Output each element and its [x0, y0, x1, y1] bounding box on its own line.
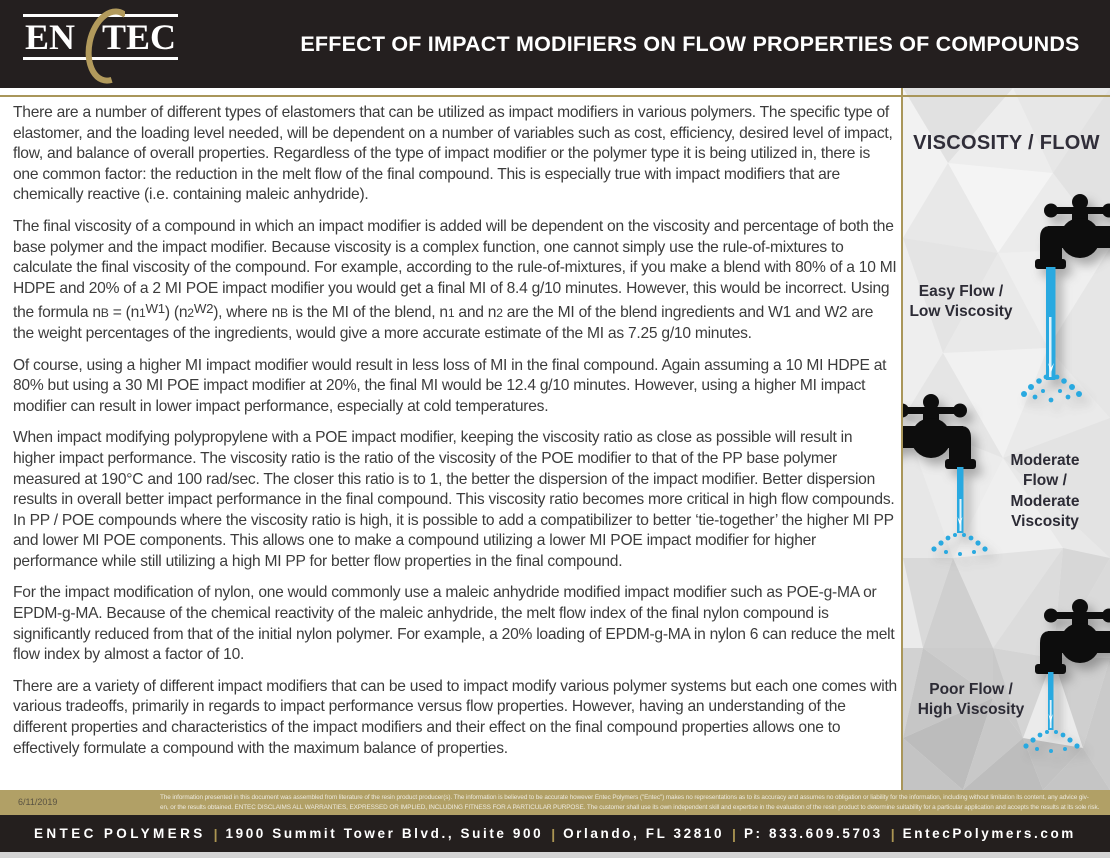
p2-subscript: 2 [187, 306, 194, 321]
p2-subscript: 1 [139, 306, 146, 321]
header-bar [0, 0, 1110, 88]
p2-subscript: 2 [496, 306, 503, 321]
footer-separator: | [732, 825, 736, 842]
page-title: EFFECT OF IMPACT MODIFIERS ON FLOW PROPERTIES OF COMPOUNDS [300, 31, 1080, 56]
footer-website-link[interactable]: EntecPolymers.com [902, 826, 1076, 841]
p2-text: The final viscosity of a compound in which an impact modifier is added will be dependent on the viscosity and percentage of both the base polymer and the impact modifier. Because viscosity is a complex function, one cannot simply use the rule-of-mixtures to calculate the final viscosity of the compound. For example, according to the rule-of-mixtures, if you make a blend with 80% of a 10 MI HDPE and 20% of a 2 MI POE impact modifier you would get a final MI of 8.4 g/10 minutes. However, this would be incorrect. Using the formula n [13, 217, 897, 322]
p2-superscript: W2 [193, 301, 214, 317]
faucet-poor-flow-icon [1018, 596, 1110, 761]
sidebar-heading: VISCOSITY / FLOW [913, 132, 1100, 154]
p2-text: are the MI of the blend ingredients and W1 and W2 are the weight percentages of the ingredients, would give a more accurate estimate of the MI as 7.25 g/10 minutes. [13, 304, 874, 342]
footer-city: Orlando, FL 32810 [563, 826, 725, 841]
p2-subscript: B [100, 306, 109, 321]
poor-flow-label: Poor Flow / High Viscosity [917, 681, 1025, 719]
article-body [13, 103, 897, 790]
paragraph-1: There are a number of different types of elastomers that can be utilized as impact modifiers in various polymers. The specific type of elastomer, and the loading level needed, will be dependent on a number of variables such as cost, efficiency, desired level of impact, flow, and balance of overall properties. Regardless of the type of impact modifier or the polymer type it is being utilized in, there is one common factor: the reduction in the melt flow of the final compound. This is especially true with impact modifiers that are chemically reactive (i.e. containing maleic anhydride). [13, 104, 893, 204]
water-splash [931, 533, 987, 556]
entec-logo [23, 14, 178, 60]
p2-subscript: 1 [447, 306, 455, 321]
footer-separator: | [213, 825, 218, 842]
page-bottom-edge [0, 852, 1110, 858]
easy-flow-label: Easy Flow / Low Viscosity [909, 283, 1013, 321]
p2-text: = (n [108, 304, 140, 322]
footer-separator: | [551, 825, 556, 842]
logo-text-left: EN [25, 17, 76, 57]
footer-bar [0, 815, 1110, 852]
p2-text: ) (n [164, 304, 188, 322]
faucet-easy-flow-icon [1018, 191, 1110, 406]
p2-subscript: B [280, 306, 288, 321]
logo-text-right: TEC [101, 17, 176, 57]
paragraph-3: Of course, using a higher MI impact modifier would result in less loss of MI in the final compound. Again assuming a 10 MI HDPE at 80% but using a 30 MI POE impact modifier at 20%, the final MI would be 12.4 g/10 minutes. However, using a higher MI impact modifier can result in lower impact performance, especially at cold temperatures. [13, 356, 887, 415]
water-splash [1023, 730, 1079, 753]
disclaimer-text [160, 793, 1105, 812]
viscosity-sidebar [901, 88, 1110, 790]
footer-separator: | [890, 825, 895, 842]
footer-phone: P: 833.609.5703 [743, 826, 883, 841]
paragraph-4: When impact modifying polypropylene with a POE impact modifier, keeping the viscosity ratio as close as possible will result in higher impact performance. The viscosity ratio is the ratio of the viscosity of the POE modifier to that of the PP base polymer measured at 190°C and 100 rad/sec. The closer this ratio is to 1, the better the dispersion of the impact modifier. Better dispersion results in overall better impact performance in the final compound. This viscosity ratio becomes more critical in high flow compounds. In PP / POE compounds where the viscosity ratio is high, it is possible to add a compatibilizer to better ‘tie-together’ the higher MI PP and lower MI POE components. This allows one to make a compound utilizing a lower MI POE impact modifier for higher performance while still utilizing a high MI PP for better flow properties in the final compound. [13, 429, 895, 570]
footer-address: 1900 Summit Tower Blvd., Suite 900 [225, 826, 544, 841]
p2-text: is the MI of the blend, n [287, 304, 448, 322]
logo-swoosh-icon [69, 1, 125, 87]
p2-text: and n [454, 304, 497, 322]
document-date: 6/11/2019 [18, 797, 58, 807]
paragraph-5: For the impact modification of nylon, one would commonly use a maleic anhydride modified impact modifier such as POE-g-MA or EPDM-g-MA. Because of the chemical reactivity of the maleic anhydride, the melt flow index of the final nylon compound is significantly reduced from that of the initial nylon polymer. For example, a 20% loading of EPDM-g-MA in nylon 6 can reduce the melt flow index by almost a factor of 10. [13, 584, 895, 664]
header-divider [0, 95, 1110, 97]
disclaimer-line-1: The information presented in this document was assembled from literature of the resin product producer(s). The information is believed to be accurate however Entec Polymers ("Entec") makes no representations as to its accuracy and assumes no obligation or liability for the information, including without limitation its content, any advice giv- [160, 794, 1089, 801]
disclaimer-bar [0, 790, 1110, 815]
paragraph-2 [13, 217, 897, 345]
paragraph-6: There are a variety of different impact modifiers that can be used to impact modify various polymer systems but each one comes with various tradeoffs, primarily in regards to impact performance versus flow properties. However, having an understanding of the different properties and characteristics of the impact modifiers and their effect on the final compound properties allows one to effectively formulate a compound with the maximum balance of properties. [13, 677, 897, 757]
p2-superscript: W1 [145, 301, 165, 317]
faucet-moderate-flow-icon [901, 391, 993, 563]
disclaimer-line-2: en, or the results obtained. ENTEC DISCLAIMS ALL WARRANTIES, EXPRESSED OR IMPLIED, INCLUDING FITNESS FOR A PARTICULAR PURPOSE. The customer shall use its own independent skill and expertise in the evaluation of the resin product to determine suitability for a particular application and accepts the results at its sole risk. [160, 803, 1100, 811]
p2-text: ), where n [213, 304, 281, 322]
moderate-flow-label: Moderate Flow / Moderate Viscosity [1010, 452, 1080, 531]
footer-company: ENTEC POLYMERS [34, 826, 206, 841]
